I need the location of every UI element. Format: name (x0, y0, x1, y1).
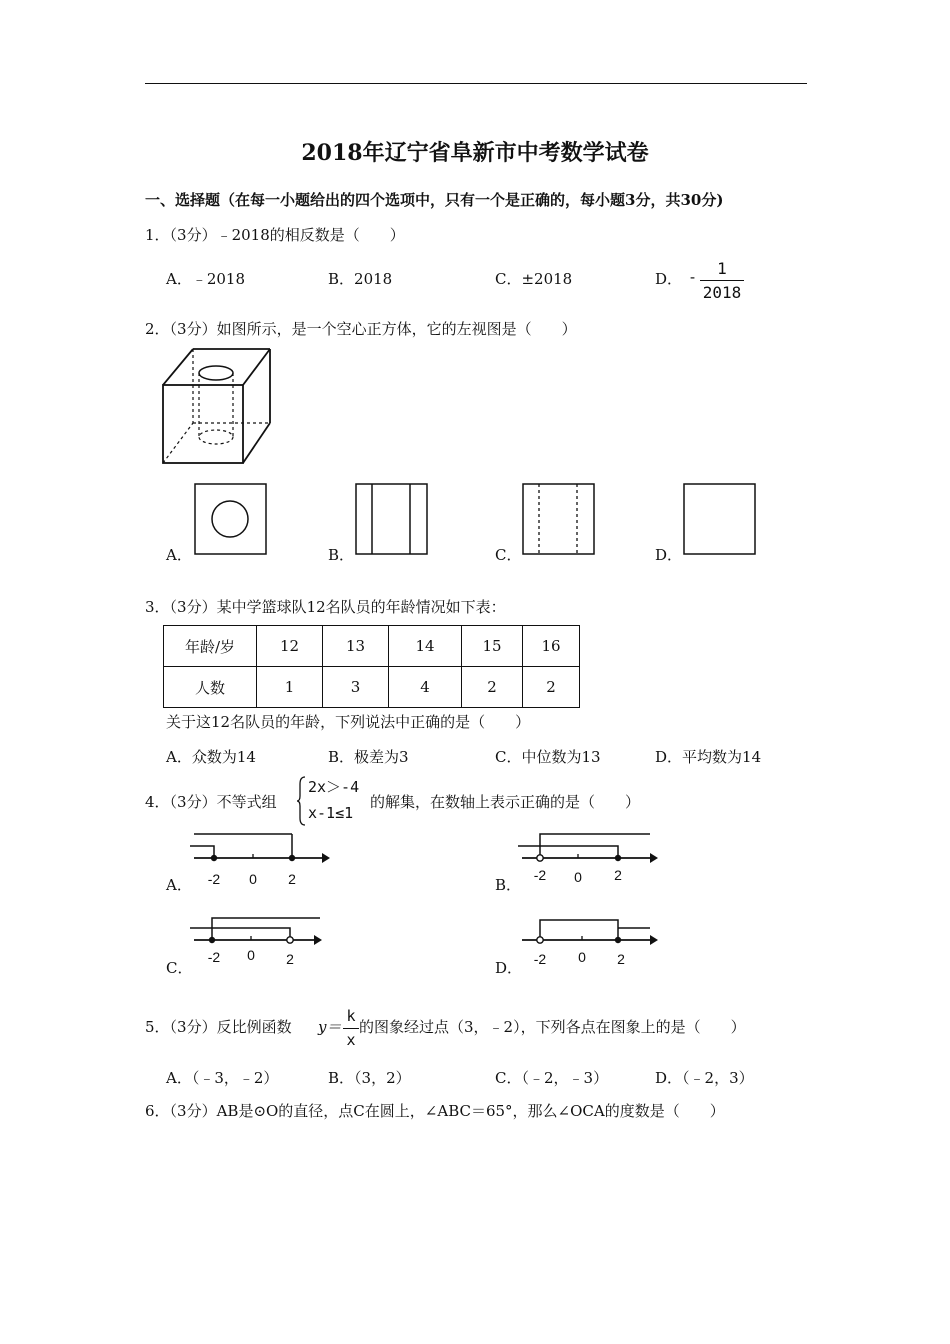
q5-numerator: k (346, 1007, 356, 1025)
q5-stem-end: 的图象经过点（3，﹣2），下列各点在图象上的是（ ） (359, 1018, 746, 1036)
q5-denominator: x (346, 1031, 356, 1049)
tick-label: -2 (533, 867, 547, 883)
number-line-c (190, 910, 330, 970)
hollow-cube-figure (160, 345, 275, 467)
q5-stem-start: 5．（3分）反比例函数 (145, 1018, 292, 1036)
q2-view-a (194, 483, 267, 555)
tick-label: 2 (614, 867, 622, 883)
q4-label-b: B． (495, 876, 522, 894)
q1-d-fraction-bar (700, 280, 744, 281)
inequality-1: 2x＞-4 (308, 778, 360, 796)
tick-label: 0 (578, 949, 586, 965)
q3-option-d: D．平均数为14 (655, 748, 762, 766)
age-table (163, 625, 580, 708)
q5-option-a: A．（﹣3，﹣2） (166, 1069, 279, 1087)
q3-option-c: C．中位数为13 (495, 748, 601, 766)
table-cell: 2 (462, 667, 523, 708)
number-line-d (518, 910, 658, 970)
q4-stem-start: 4．（3分）不等式组 (145, 793, 277, 811)
q4-label-d: D． (495, 959, 523, 977)
q1-option-a: A．﹣2018 (166, 270, 246, 288)
q1-option-d: D． (655, 270, 683, 288)
table-row (164, 667, 580, 708)
q5-y-equals: y＝ (318, 1018, 342, 1036)
tick-label: 2 (288, 871, 296, 887)
table-cell: 15 (462, 626, 523, 667)
q3-follow-up: 关于这12名队员的年龄，下列说法中正确的是（ ） (166, 713, 531, 731)
q1-d-numerator: 1 (717, 259, 727, 278)
q5-option-c: C．（﹣2，﹣3） (495, 1069, 609, 1087)
table-cell: 1 (257, 667, 323, 708)
number-line-b (518, 828, 658, 888)
q1-d-minus: - (688, 268, 698, 286)
section-heading: 一、选择题（在每一小题给出的四个选项中，只有一个是正确的，每小题3分，共30分) (145, 191, 724, 209)
table-cell: 14 (389, 626, 462, 667)
q2-label-c: C． (495, 546, 522, 564)
q2-view-d (683, 483, 756, 555)
table-cell: 2 (523, 667, 580, 708)
table-cell: 12 (257, 626, 323, 667)
q2-label-b: B． (328, 546, 355, 564)
tick-label: 2 (286, 951, 294, 967)
q3-option-a: A．众数为14 (166, 748, 256, 766)
q5-option-d: D．（﹣2，3） (655, 1069, 754, 1087)
q2-label-d: D． (655, 546, 683, 564)
q4-label-c: C． (166, 959, 193, 977)
tick-label: 0 (249, 871, 257, 887)
table-cell: 16 (523, 626, 580, 667)
q4-label-a: A． (166, 876, 192, 894)
q2-view-c (522, 483, 595, 555)
tick-label: -2 (207, 949, 221, 965)
header-rule (145, 83, 807, 84)
table-cell: 13 (323, 626, 389, 667)
page-title: 2018年辽宁省阜新市中考数学试卷 (301, 140, 649, 166)
tick-label: 0 (247, 947, 255, 963)
tick-label: 0 (574, 869, 582, 885)
q1-option-b: B．2018 (328, 270, 393, 288)
q4-stem-end: 的解集，在数轴上表示正确的是（ ） (370, 793, 641, 811)
inequality-2: x-1≤1 (308, 804, 354, 822)
q5-option-b: B．（3，2） (328, 1069, 411, 1087)
q1-d-denominator: 2018 (702, 283, 742, 302)
q3-option-b: B．极差为3 (328, 748, 409, 766)
table-cell: 人数 (164, 667, 257, 708)
tick-label: -2 (533, 951, 547, 967)
q2-view-b (355, 483, 428, 555)
q3-stem: 3．（3分）某中学篮球队12名队员的年龄情况如下表： (145, 598, 506, 616)
q2-label-a: A． (166, 546, 192, 564)
q1-stem: 1．（3分）﹣2018的相反数是（ ） (145, 226, 405, 244)
table-cell: 3 (323, 667, 389, 708)
q6-stem: 6．（3分）AB是⊙O的直径，点C在圆上，∠ABC＝65°，那么∠OCA的度数是（ ） (145, 1102, 725, 1120)
q2-stem: 2．（3分）如图所示，是一个空心正方体，它的左视图是（ ） (145, 320, 577, 338)
tick-label: 2 (617, 951, 625, 967)
tick-label: -2 (207, 871, 221, 887)
system-brace (296, 776, 306, 826)
table-cell: 4 (389, 667, 462, 708)
number-line-a (190, 828, 330, 888)
q5-fraction-bar (343, 1028, 359, 1029)
table-cell: 年龄/岁 (164, 626, 257, 667)
table-row (164, 626, 580, 667)
q1-option-c: C．±2018 (495, 270, 573, 288)
